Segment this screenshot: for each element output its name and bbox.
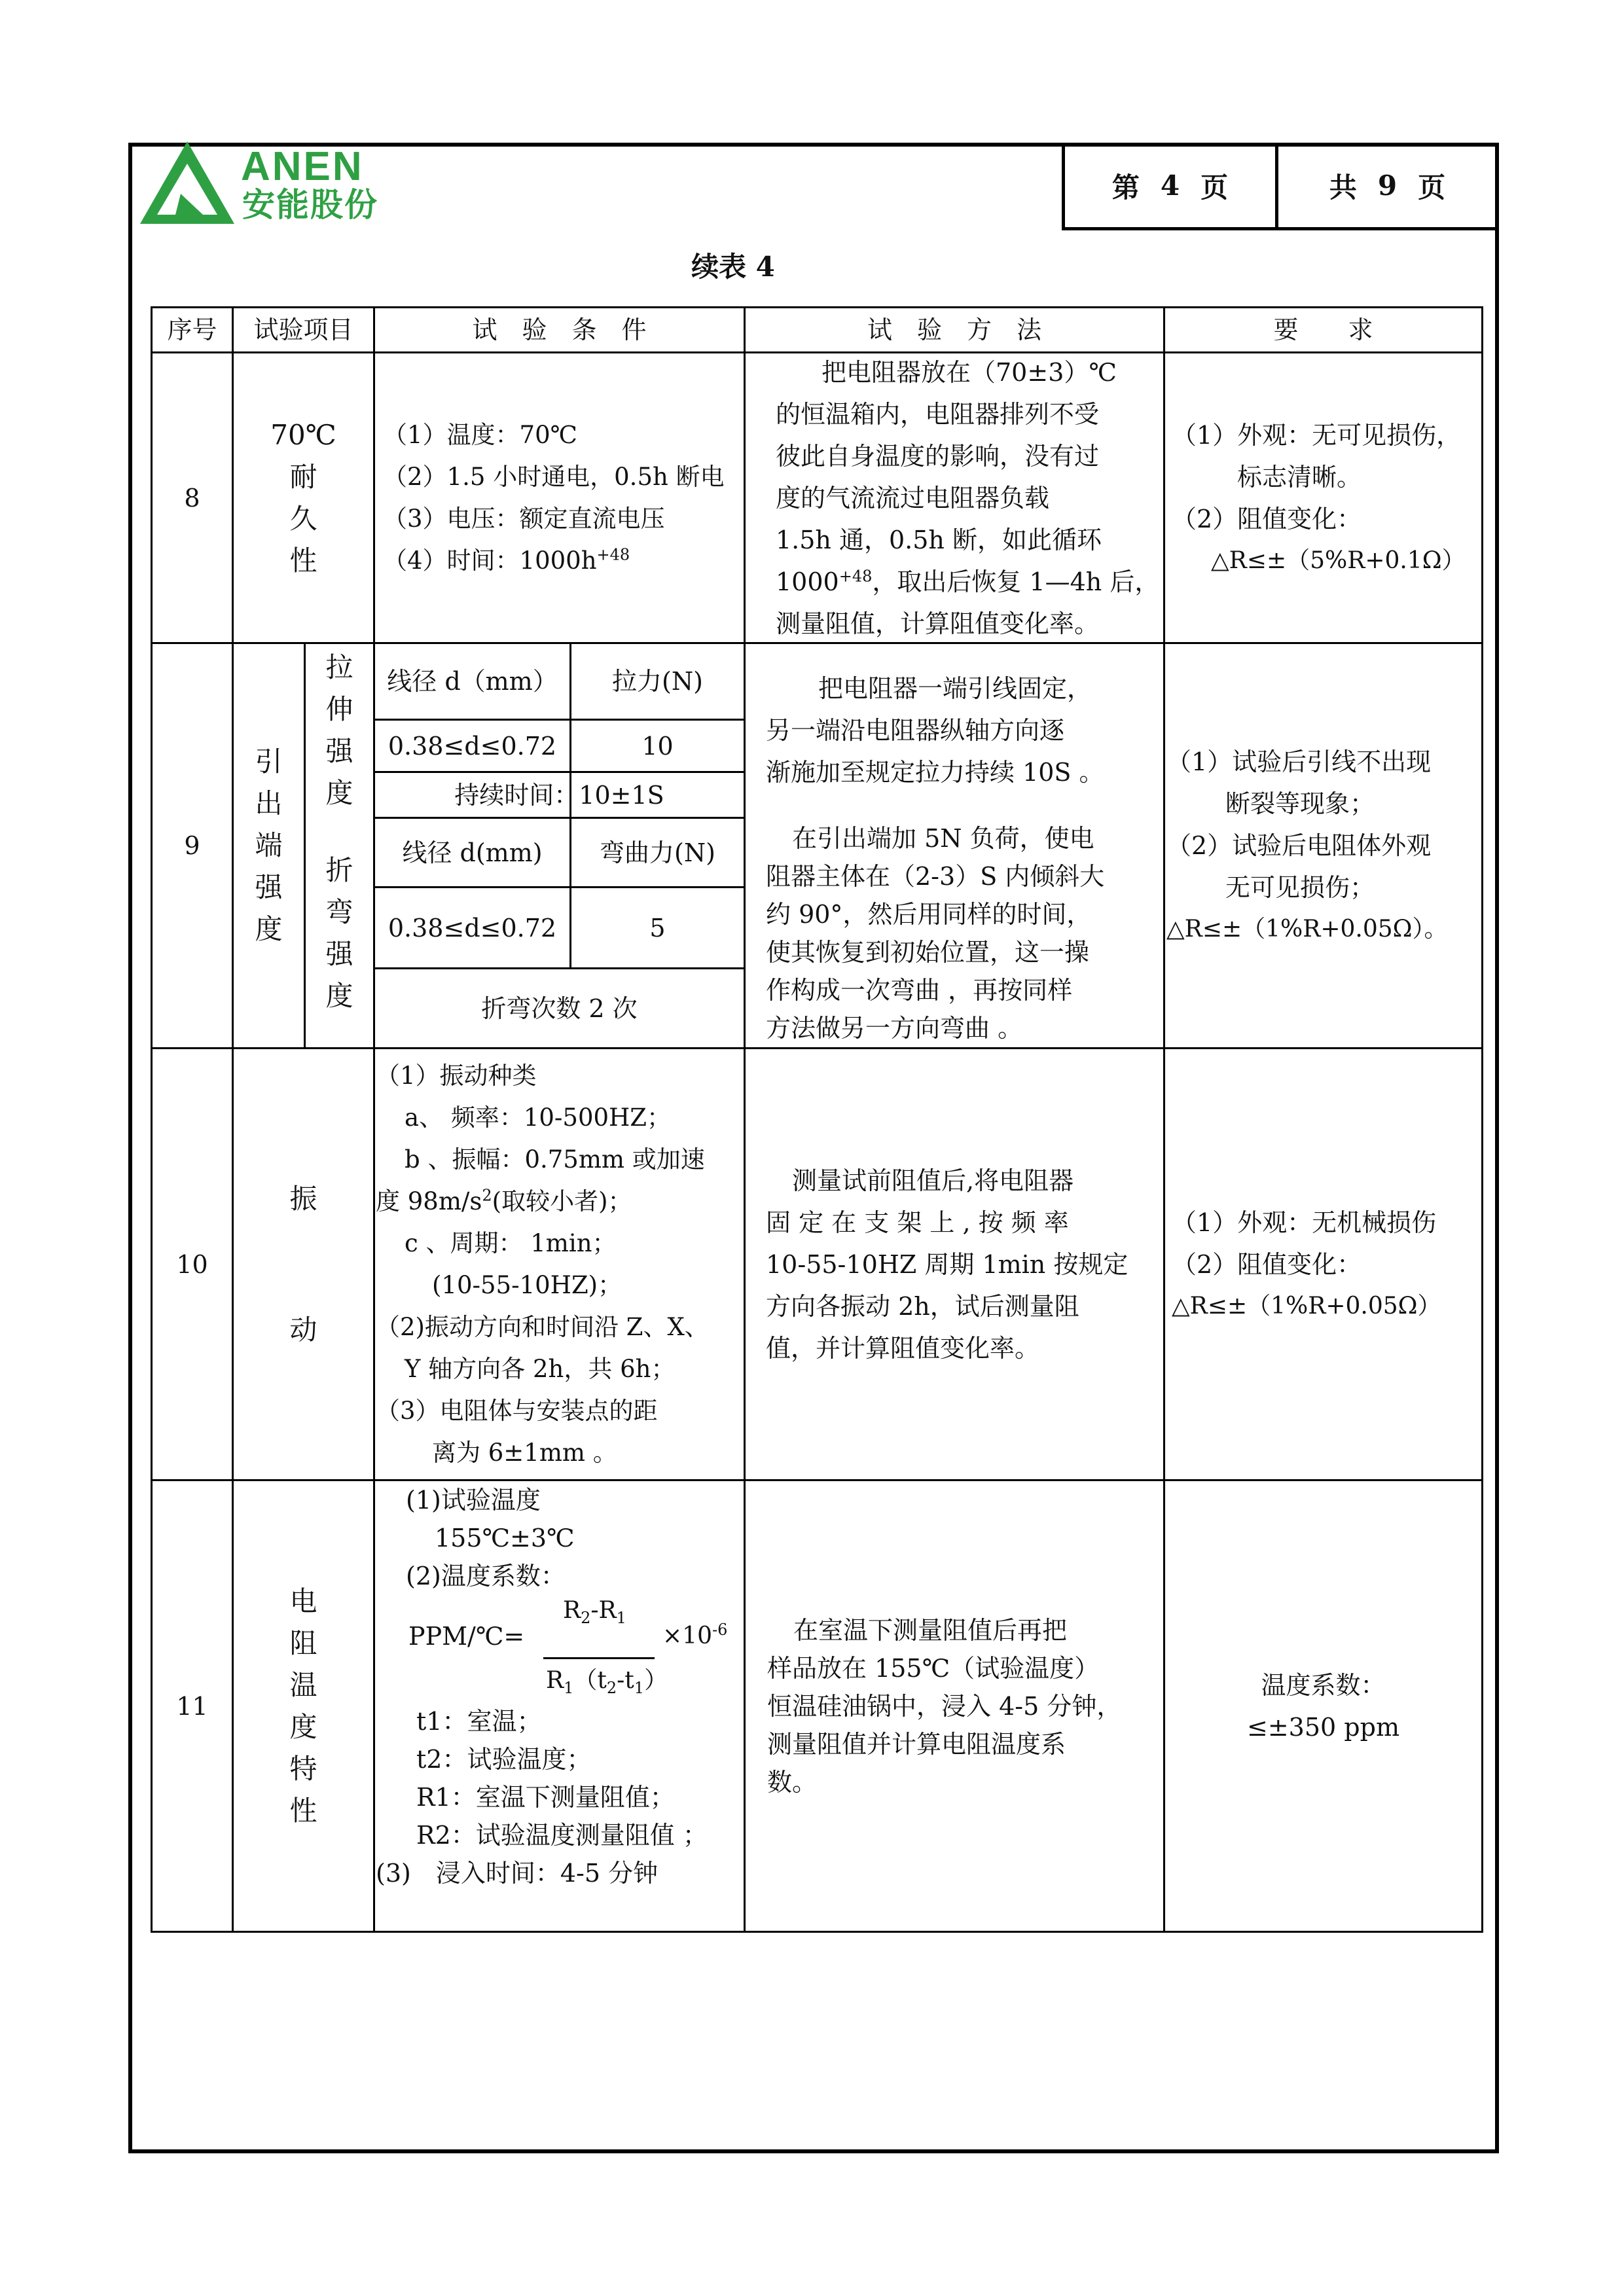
row8-no: 8	[184, 483, 200, 512]
logo-mark-icon	[137, 139, 237, 226]
total-prefix: 共	[1329, 171, 1360, 204]
row8-item-char: 性	[289, 544, 317, 577]
row8-method-line: 彼此自身温度的影响，没有过	[776, 441, 1100, 471]
row10-method: 测量试前阻值后,将电阻器 固 定 在 支 架 上 , 按 频 率 10-55-10HZ 周期 1min 按规定 方向各振动 2h，试后测量阻 值，并计算阻值变化率。	[766, 1166, 1128, 1363]
logo-text: ANEN	[241, 144, 364, 189]
row10-item: 振 动	[289, 1182, 317, 1346]
row11-method: 在室温下测量阻值后再把 样品放在 155℃（试验温度） 恒温硅油锅中，浸入 4-5 分钟， 测量阻值并计算电阻温度系 数。	[767, 1615, 1122, 1797]
row8-method-line: 把电阻器放在（70±3）℃	[821, 357, 1117, 387]
total-suffix: 页	[1418, 171, 1449, 204]
page-prefix: 第	[1111, 171, 1142, 204]
row8-cond-sup: +48	[596, 545, 630, 564]
header-method: 试 验 方 法	[867, 315, 1041, 344]
row9-t2-force-value: 5	[649, 913, 666, 942]
row8-cond-line: （2）1.5 小时通电，0.5h 断电	[383, 462, 725, 491]
row9-item: 引 出 端 强 度	[255, 745, 283, 945]
header-item: 试验项目	[253, 315, 353, 344]
row9-t2-diameter-value: 0.38≤d≤0.72	[388, 913, 557, 942]
header-condition: 试 验 条 件	[472, 315, 647, 344]
row9-t2-header-diameter: 线径 d(mm)	[402, 838, 543, 867]
row8-method	[776, 353, 1163, 642]
row8-method-line: 的恒温箱内，电阻器排列不受	[776, 399, 1100, 429]
row8-req-line: △R≤±（5%R+0.1Ω）	[1211, 547, 1466, 574]
row8-requirement	[1172, 353, 1481, 642]
row8-cond-line: （1）温度：70℃	[383, 420, 578, 449]
row8-item-char: 70℃	[270, 418, 336, 451]
formula-ppm: PPM/℃=	[408, 1622, 525, 1651]
row9-no: 9	[184, 831, 200, 860]
row9-sub-bending: 折 弯 强 度	[325, 853, 353, 1012]
formula-multiplier: $\times 10^{-6}$	[662, 1621, 728, 1649]
current-page-box	[1062, 144, 1278, 230]
row8-method-line: 测量阻值，计算阻值变化率。	[776, 609, 1100, 638]
row8-method-line: $1000^{+48}$，取出后恢复 1—4h 后，	[776, 566, 1160, 596]
formula-fraction-line	[543, 1657, 655, 1659]
row8-item	[234, 353, 373, 642]
row9-sub-tensile: 拉 伸 强 度	[325, 651, 353, 809]
row9-t1-force-value: 10	[641, 731, 674, 761]
page-suffix: 页	[1200, 171, 1231, 204]
formula-numerator: $R_2-R_1$	[563, 1597, 626, 1628]
row8-req-line: （2）阻值变化：	[1172, 504, 1362, 533]
row8-item-char: 耐	[289, 460, 317, 493]
row8-condition	[383, 353, 744, 642]
row9-method-bending: 在引出端加 5N 负荷，使电 阻器主体在（2-3）S 内倾斜大 约 90°，然后用同样的时间， 使其恢复到初始位置，这一操 作构成一次弯曲 ，再按同样 方法做另一方向弯曲 。	[766, 823, 1105, 1043]
row11-no: 11	[176, 1691, 208, 1721]
total-page-number: 9	[1377, 170, 1400, 202]
total-pages-box	[1275, 144, 1499, 230]
logo-chinese-name: 安能股份	[242, 186, 378, 224]
row8-cond-line: （3）电压：额定直流电压	[383, 504, 665, 533]
row8-method-line: 1.5h 通，0.5h 断，如此循环	[776, 525, 1102, 554]
header-requirement: 要 求	[1273, 315, 1373, 344]
header-no: 序号	[167, 315, 217, 344]
row10-requirement: （1）外观：无机械损伤 （2）阻值变化： △R≤±（1%R+0.05Ω）	[1172, 1208, 1441, 1319]
row10-condition: （1）振动种类 a、 频率：10-500HZ； b 、振幅：0.75mm 或加速 度 $98m/s^2$(取较小者)； c 、周期： 1min； (10-55-10HZ)； （2)振动方向和时间沿 Z、X、 Y 轴方向各 2h，共 6h； （3）电阻体与安装点的距 离为 6±1mm 。	[376, 1061, 709, 1467]
row10-no: 10	[176, 1249, 208, 1279]
row8-cond-line: （4）时间：$1000h^{+48}$	[383, 545, 630, 575]
row11-item: 电 阻 温 度 特 性	[289, 1585, 317, 1827]
row8-req-line: 标志清晰。	[1237, 462, 1362, 492]
row9-t1-header-force: 拉力(N)	[612, 667, 703, 696]
row8-item-char: 久	[289, 502, 317, 535]
row9-t1-diameter-value: 0.38≤d≤0.72	[388, 731, 557, 761]
table-caption: 续表 4	[691, 251, 775, 283]
row9-requirement: （1）试验后引线不出现 断裂等现象； （2）试验后电阻体外观 无可见损伤； △R≤±（1%R+0.05Ω）。	[1166, 747, 1448, 942]
row8-req-line: （1）外观：无可见损伤，	[1172, 420, 1462, 450]
row9-t1-header-diameter: 线径 d（mm）	[387, 667, 558, 696]
row9-t2-header-force: 弯曲力(N)	[600, 838, 715, 867]
row9-t2-count: 折弯次数 2 次	[481, 994, 638, 1023]
row9-t1-duration: 持续时间：10±1S	[454, 780, 664, 810]
row11-requirement: 温度系数： ≤±350 ppm	[1247, 1670, 1399, 1742]
formula-denominator: $R_1(t_2-t_1)$	[546, 1667, 668, 1698]
current-page-number: 4	[1160, 170, 1183, 202]
row8-method-line: 度的气流流过电阻器负载	[776, 483, 1050, 512]
row9-method-tensile: 把电阻器一端引线固定， 另一端沿电阻器纵轴方向逐 渐施加至规定拉力持续 10S 。	[766, 674, 1104, 787]
